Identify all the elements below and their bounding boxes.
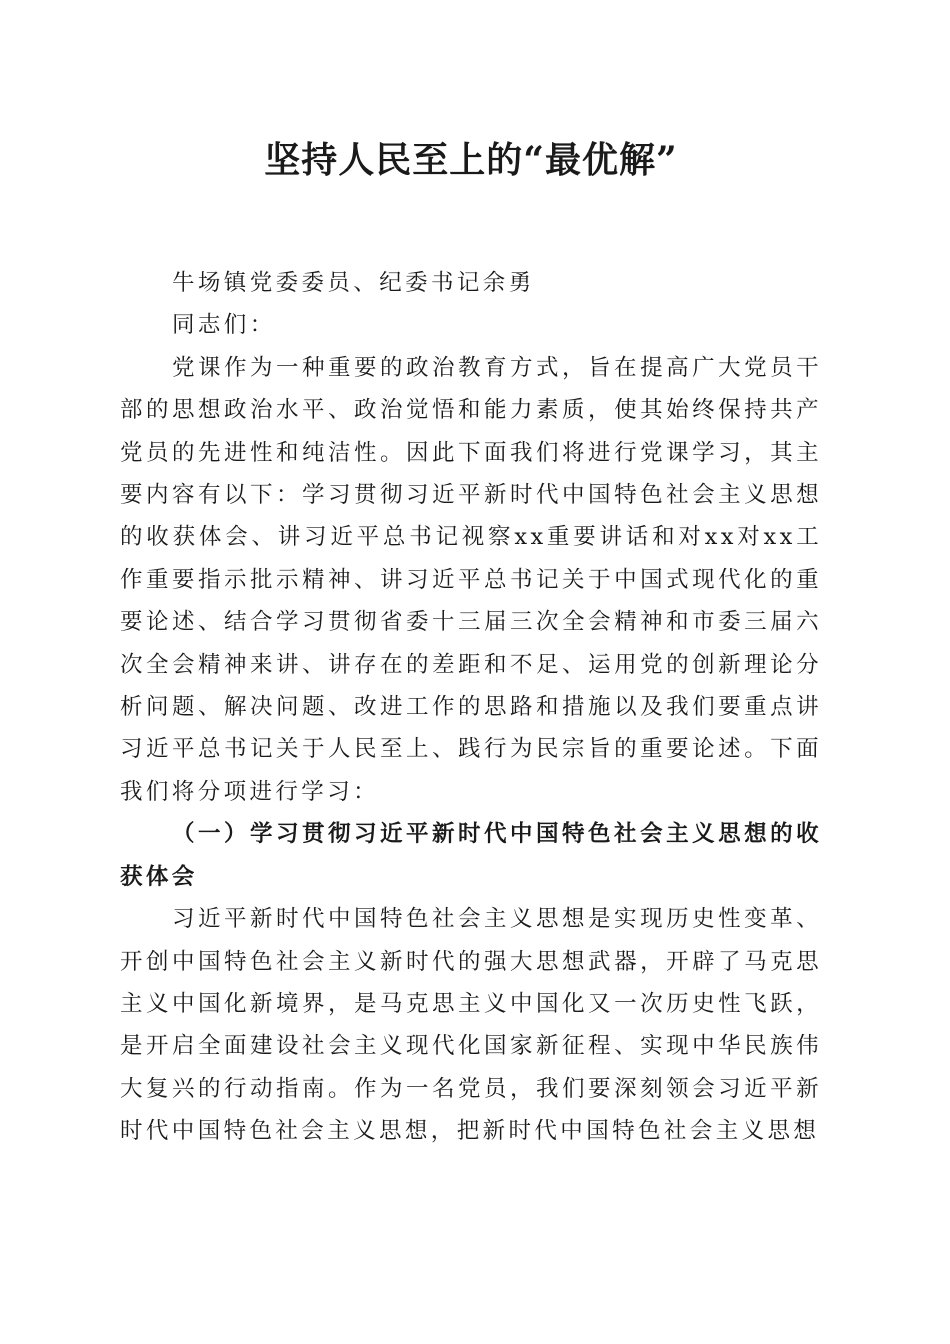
- salutation: 同志们：: [172, 312, 276, 339]
- document-title: 坚持人民至上的“最优解”: [264, 139, 678, 181]
- body-paragraph: 习近平新时代中国特色社会主义思想是实现历史性变革、开创中国特色社会主义新时代的强大思想武器，开辟了马克思主义中国化新境界，是马克思主义中国化又一次历史性飞跃，是开启全面建设社会主义现代化国家新征程、实现中华民族伟大复兴的行动指南。作为一名党员，我们要深刻领会习近平新时代中国特色社会主义思想，把新时代中国特色社会主义思想: [120, 906, 822, 1145]
- intro-paragraph: 党课作为一种重要的政治教育方式，旨在提高广大党员干部的思想政治水平、政治觉悟和能力素质，使其始终保持共产党员的先进性和纯洁性。因此下面我们将进行党课学习，其主要内容有以下：学习贯彻习近平新时代中国特色社会主义思想的收获体会、讲习近平总书记视察xx重要讲话和对xx对xx工作重要指示批示精神、讲习近平总书记关于中国式现代化的重要论述、结合学习贯彻省委十三届三次全会精神和市委三届六次全会精神来讲、讲存在的差距和不足、运用党的创新理论分析问题、解决问题、改进工作的思路和措施以及我们要重点讲习近平总书记关于人民至上、践行为民宗旨的重要论述。下面我们将分项进行学习：: [120, 354, 822, 805]
- author-line: 牛场镇党委委员、纪委书记余勇: [172, 270, 535, 296]
- document-page: [120, 130, 822, 1153]
- section-heading: （一）学习贯彻习近平新时代中国特色社会主义思想的收获体会: [120, 821, 822, 890]
